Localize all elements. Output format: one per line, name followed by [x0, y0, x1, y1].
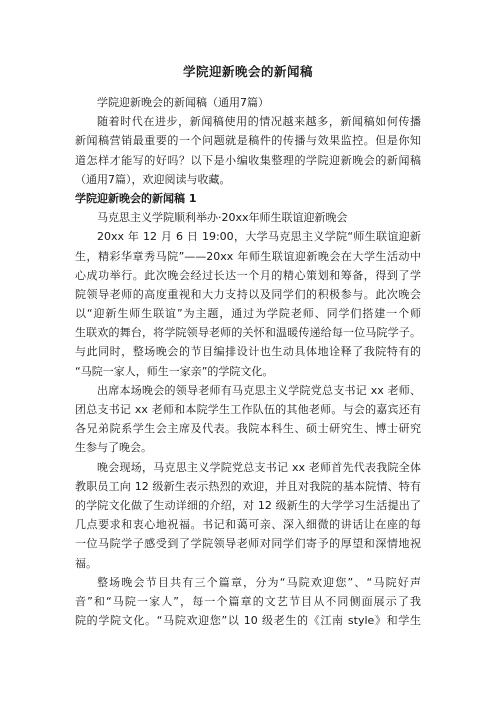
text-line: 学院迎新晚会的新闻稿（通用7篇） [97, 96, 269, 109]
text-line: 院领导老师的高度重视和大力支持以及同学们的积极参与。此次晚会 [75, 287, 421, 301]
text-line: 生，精彩华章秀马院”——20xx 年师生联谊迎新晚会在大学生活动中 [75, 249, 421, 263]
document-body [75, 93, 421, 630]
text-line: 心成功举行。此次晚会经过长达一个月的精心策划和筹备，得到了学 [75, 268, 421, 282]
text-line: 教职员工向 12 级新生表示热烈的欢迎，并且对我院的基本院情、特有 [75, 479, 421, 493]
text-line: 以“迎新生师生联谊”为主题，通过为学院老师、同学们搭建一个师 [75, 307, 421, 321]
text-line: 新闻稿营销最重要的一个问题就是稿件的传播与效果监控。但是你知 [75, 134, 421, 148]
text-line: 一位马院学子感受到了学院领导老师对同学们寄予的厚望和深情地祝 [75, 537, 421, 551]
text-line: 音”和“马院一家人”，每一个篇章的文艺节目从不同侧面展示了我 [75, 594, 421, 608]
text-line: 随着时代在进步，新闻稿使用的情况越来越多，新闻稿如何传播 [97, 115, 421, 129]
document-title: 学院迎新晚会的新闻稿 [182, 64, 313, 79]
text-line: 团总支书记 xx 老师和本院学生工作队伍的其他老师。与会的嘉宾还有 [75, 403, 421, 416]
section-heading: 学院迎新晚会的新闻稿 1 [75, 191, 197, 205]
text-line: “马院一家人，师生一家亲”的学院文化。 [75, 364, 274, 378]
text-line: 马克思主义学院顺利举办·20xx年师生联谊迎新晚会 [97, 211, 348, 225]
text-line: 20xx 年 12 月 6 日 19:00，大学马克思主义学院“师生联谊迎新 [97, 230, 421, 244]
text-line: 整场晚会节目共有三个篇章，分为“马院欢迎您”、“马院好声 [97, 575, 421, 589]
text-line: 院的学院文化。“马院欢迎您”以 10 级老生的《江南 style》和学生 [75, 614, 421, 628]
text-line: （通用7篇），欢迎阅读与收藏。 [75, 172, 231, 186]
text-line: 出席本场晚会的领导老师有马克思主义学院党总支书记 xx 老师、 [97, 383, 421, 397]
text-line: 道怎样才能写的好吗？以下是小编收集整理的学院迎新晚会的新闻稿 [75, 153, 421, 167]
text-line: 各兄弟院系学生会主席及代表。我院本科生、硕士研究生、博士研究 [75, 422, 421, 436]
text-line: 福。 [75, 556, 97, 570]
text-line: 晚会现场，马克思主义学院党总支书记 xx 老师首先代表我院全体 [97, 460, 421, 474]
text-line: 几点要求和衷心地祝福。书记和蔼可亲、深入细微的讲话让在座的每 [75, 518, 421, 532]
text-line: 生参与了晚会。 [75, 441, 152, 455]
text-line: 与此同时，整场晚会的节目编排设计也生动具体地诠释了我院特有的 [75, 345, 421, 359]
text-line: 生联欢的舞台，将学院领导老师的关怀和温暖传递给每一位马院学子。 [75, 326, 421, 340]
text-line: 的学院文化做了生动详细的介绍，对 12 级新生的大学学习生活提出了 [75, 498, 421, 512]
